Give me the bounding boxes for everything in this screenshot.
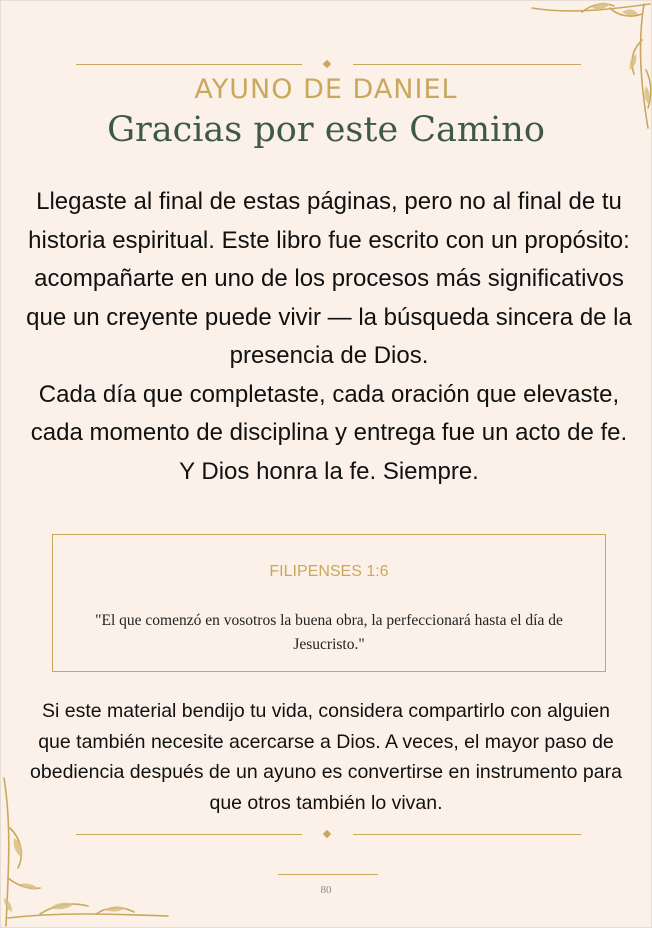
diamond-icon xyxy=(323,60,331,68)
scripture-text: "El que comenzó en vosotros la buena obra, la perfeccionará hasta el día de Jesucristo." xyxy=(95,612,563,653)
intro-paragraph: Cada día que completaste, cada oración que elevaste, cada momento de disciplina y entrega fue un acto de fe. Y Dios honra la fe. Siempre. xyxy=(30,380,628,485)
closing-text: Si este material bendijo tu vida, considera compartirlo con alguien que también necesite acercarse a Dios. A veces, el mayor paso de obediencia después de un ayuno es convertirse en instrumento para que otros también lo vivan. xyxy=(30,700,622,814)
intro-paragraph: Llegaste al final de estas páginas, pero no al final de tu historia espiritual. Este libro fue escrito con un propósito: acompañarte en uno de los procesos más significativos que un creyente puede vivir — la búsqueda sincera de la presencia de Dios. xyxy=(26,188,632,369)
divider-line xyxy=(76,834,302,835)
divider-line xyxy=(353,64,581,65)
divider-line xyxy=(76,64,302,65)
page-title: Gracias por este Camino xyxy=(107,110,545,150)
divider-line xyxy=(353,834,581,835)
section-kicker: AYUNO DE DANIEL xyxy=(194,74,458,105)
top-divider xyxy=(76,59,581,71)
page-number-rule xyxy=(278,874,378,875)
page-number: 80 xyxy=(320,884,332,896)
bottom-divider xyxy=(76,829,581,841)
intro-text xyxy=(24,183,634,491)
scripture-reference: FILIPENSES 1:6 xyxy=(269,563,389,580)
diamond-icon xyxy=(323,830,331,838)
scripture-quote-box xyxy=(52,534,606,672)
